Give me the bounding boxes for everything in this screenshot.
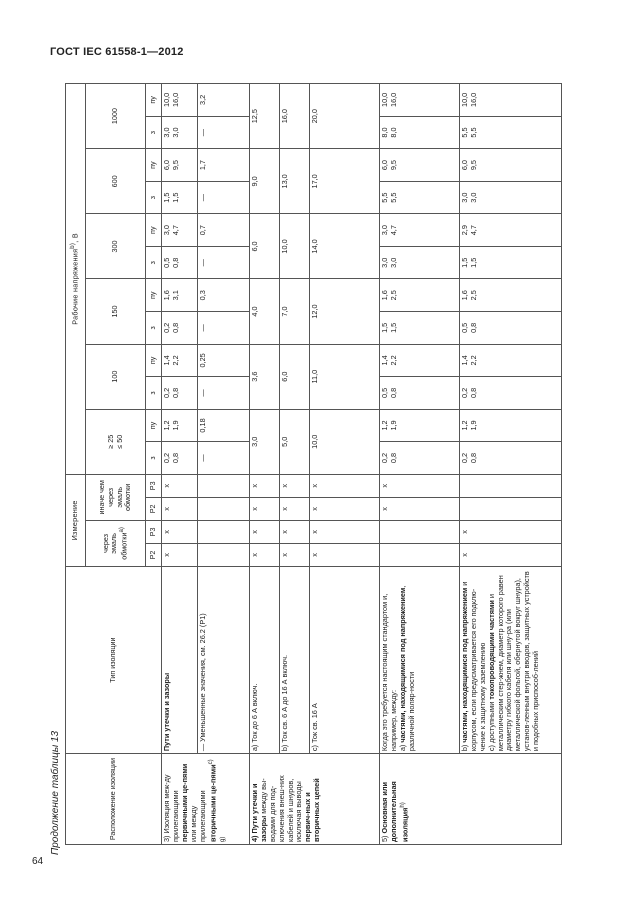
- row5-value: 1,6 2,5: [460, 279, 562, 312]
- header-voltage-150: 150: [86, 279, 146, 344]
- header-p2: P2: [146, 543, 162, 566]
- row4-value: 4,0: [250, 279, 280, 344]
- row4-value: 13,0: [280, 149, 310, 214]
- header-voltage-1000: 1000: [86, 84, 146, 149]
- row3-reduced: 1,7: [198, 149, 250, 182]
- header-col-z: з: [146, 442, 162, 475]
- row4-mark: x: [280, 474, 310, 497]
- row4-mark: x: [310, 474, 380, 497]
- row3-value: 3,0 4,7: [162, 214, 198, 247]
- table-cell: [198, 497, 250, 520]
- row5-value: 0,5 0,8: [380, 377, 460, 410]
- row5-value: 1,2 1,9: [380, 409, 460, 442]
- row4-value: 5,0: [280, 409, 310, 474]
- row3-reduced: —: [198, 377, 250, 410]
- row4-value: 12,5: [250, 84, 280, 149]
- header-col-z: з: [146, 116, 162, 149]
- row5-value: 8,0 8,0: [380, 116, 460, 149]
- row3-value: 3,0 3,0: [162, 116, 198, 149]
- row5-value: 0,2 0,8: [460, 442, 562, 475]
- table-cell: [460, 474, 562, 497]
- table-cell: [198, 520, 250, 543]
- row4-value: 10,0: [310, 409, 380, 474]
- row5-value: 6,0 9,5: [380, 149, 460, 182]
- row5-value: 5,5 5,5: [380, 181, 460, 214]
- table-cell: [460, 497, 562, 520]
- row3-value: 1,6 3,1: [162, 279, 198, 312]
- row3-mark-p2-other: x: [162, 497, 198, 520]
- row4-value: 3,6: [250, 344, 280, 409]
- header-p3: P3: [146, 520, 162, 543]
- row5-value: 0,2 0,8: [380, 442, 460, 475]
- row5-value: 6,0 9,5: [460, 149, 562, 182]
- header-measurement: Измерение: [66, 474, 86, 566]
- row4-value: 12,0: [310, 279, 380, 344]
- row3-mark-p3-enamel: x: [162, 520, 198, 543]
- row5-value: 3,0 4,7: [380, 214, 460, 247]
- header-col-pu: пу: [146, 84, 162, 117]
- row5-value: 3,0 3,0: [380, 246, 460, 279]
- row5-type-a: Когда это требуется настоящим стандартом и, например, между: а) частями, находящимися под напряжением, различной поляр-ности: [380, 566, 460, 753]
- row5-value: 3,0 3,0: [460, 181, 562, 214]
- row5-value: 1,4 2,2: [460, 344, 562, 377]
- row3-value: 6,0 9,5: [162, 149, 198, 182]
- row3-reduced: —: [198, 246, 250, 279]
- header-insulation-location: Расположение изоляции: [66, 754, 162, 845]
- row4-mark: x: [250, 520, 280, 543]
- table-cell: [380, 520, 460, 543]
- row3-value: 0,5 0,8: [162, 246, 198, 279]
- row4-value: 9,0: [250, 149, 280, 214]
- row5-mark: x: [380, 497, 460, 520]
- row4-value: 6,0: [250, 214, 280, 279]
- row3-type-b: — Уменьшенные значения, см. 26.2 (P1): [198, 566, 250, 753]
- row5-value: 1,5 1,5: [460, 246, 562, 279]
- header-col-z: з: [146, 312, 162, 345]
- row5-value: 10,0 16,0: [460, 84, 562, 117]
- header-other-than-enamel: иначе чем через эмаль обмотки: [86, 474, 146, 520]
- header-col-pu: пу: [146, 409, 162, 442]
- header-col-pu: пу: [146, 149, 162, 182]
- row4-mark: x: [250, 474, 280, 497]
- header-through-enamel: через эмаль обмотки$^{a)}$: [86, 520, 146, 566]
- row5-value: 1,6 2,5: [380, 279, 460, 312]
- row3-value: 10,0 16,0: [162, 84, 198, 117]
- header-col-pu: пу: [146, 214, 162, 247]
- row4-mark: x: [310, 520, 380, 543]
- header-col-z: з: [146, 246, 162, 279]
- row5-value: 1,4 2,2: [380, 344, 460, 377]
- row3-type-a: Пути утечки и зазоры: [162, 566, 198, 753]
- table-cell: [380, 543, 460, 566]
- page-number: 64: [32, 856, 44, 867]
- row3-reduced: —: [198, 312, 250, 345]
- row3-value: 0,2 0,8: [162, 312, 198, 345]
- row4-value: 11,0: [310, 344, 380, 409]
- row4-value: 3,0: [250, 409, 280, 474]
- header-insulation-type: Тип изоляции: [66, 566, 162, 753]
- header-p2: P2: [146, 497, 162, 520]
- row3-reduced: 3,2: [198, 84, 250, 117]
- row5-value: 0,5 0,8: [460, 312, 562, 345]
- row5-mark: x: [460, 543, 562, 566]
- header-voltage-300: 300: [86, 214, 146, 279]
- header-voltage-600: 600: [86, 149, 146, 214]
- header-p3: P3: [146, 474, 162, 497]
- row5-value: 0,2 0,8: [460, 377, 562, 410]
- row5-value: 5,5 5,5: [460, 116, 562, 149]
- row5-value: 1,5 1,5: [380, 312, 460, 345]
- row4-value: 7,0: [280, 279, 310, 344]
- row3-value: 0,2 0,8: [162, 442, 198, 475]
- row3-location: 3) Изоляция меж-ду прилегающими первичными це-пями или между прилегающими вторичными це-пями$^{c) g)}$: [162, 754, 250, 845]
- row4-type-c: c) Ток св. 16 А: [310, 566, 380, 753]
- row5-type-bc: b) частями, находящимися под напряжением и корпусом, если предусматривается его подклю-чение к защитному заземлению c) доступными токопроводящими частями и металлическим стер-жнем, диаметр которого равен диаметру гибкого кабеля или шну-ра (или металлической фольгой, обернутой вокруг шнура), установ-ленным внутри вводов, защитных устройств и подобных приспособ-лений: [460, 566, 562, 753]
- row3-reduced: 0,7: [198, 214, 250, 247]
- row4-value: 10,0: [280, 214, 310, 279]
- row3-value: 0,2 0,8: [162, 377, 198, 410]
- row4-mark: x: [250, 543, 280, 566]
- row4-type-a: a) Ток до 6 А включ.: [250, 566, 280, 753]
- row4-mark: x: [310, 543, 380, 566]
- header-col-pu: пу: [146, 279, 162, 312]
- row4-value: 17,0: [310, 149, 380, 214]
- header-col-pu: пу: [146, 344, 162, 377]
- row3-reduced: —: [198, 116, 250, 149]
- row4-value: 20,0: [310, 84, 380, 149]
- header-working-voltage: Рабочие напряжения$^{b)}$, В: [66, 84, 86, 475]
- row3-reduced: —: [198, 442, 250, 475]
- row3-mark-p3-other: x: [162, 474, 198, 497]
- table-cell: [198, 543, 250, 566]
- row4-value: 6,0: [280, 344, 310, 409]
- table-continuation-caption: Продолжение таблицы 13: [50, 730, 61, 855]
- row5-value: 1,2 1,9: [460, 409, 562, 442]
- document-header: ГОСТ IEC 61558-1—2012: [50, 46, 184, 58]
- row3-reduced: 0,18: [198, 409, 250, 442]
- row4-mark: x: [310, 497, 380, 520]
- header-voltage-25-50: ≥ 25 ≤ 50: [86, 409, 146, 474]
- insulation-table: [65, 83, 562, 845]
- row4-type-b: b) Ток св. 6 А до 16 А включ.: [280, 566, 310, 753]
- row5-mark: x: [380, 474, 460, 497]
- row3-reduced: —: [198, 181, 250, 214]
- row3-reduced: 0,3: [198, 279, 250, 312]
- header-voltage-100: 100: [86, 344, 146, 409]
- table-cell: [198, 474, 250, 497]
- row3-value: 1,2 1,9: [162, 409, 198, 442]
- row4-location: 4) Пути утечки и зазоры между вы-водами для под-ключения внеш-них кабелей и шнуров, исключая выводы первич-ных и вторичных цепей: [250, 754, 380, 845]
- row4-value: 16,0: [280, 84, 310, 149]
- row4-value: 14,0: [310, 214, 380, 279]
- header-col-z: з: [146, 181, 162, 214]
- row4-mark: x: [280, 520, 310, 543]
- row5-value: 2,9 4,7: [460, 214, 562, 247]
- row3-value: 1,5 1,5: [162, 181, 198, 214]
- row5-value: 10,0 16,0: [380, 84, 460, 117]
- row4-mark: x: [280, 543, 310, 566]
- row5-location: 5) Основная или дополнительная изоляция$^{h)}$: [380, 754, 562, 845]
- row5-mark: x: [460, 520, 562, 543]
- row3-reduced: 0,25: [198, 344, 250, 377]
- row4-mark: x: [280, 497, 310, 520]
- header-col-z: з: [146, 377, 162, 410]
- row3-mark-p2-enamel: x: [162, 543, 198, 566]
- row3-value: 1,4 2,2: [162, 344, 198, 377]
- row4-mark: x: [250, 497, 280, 520]
